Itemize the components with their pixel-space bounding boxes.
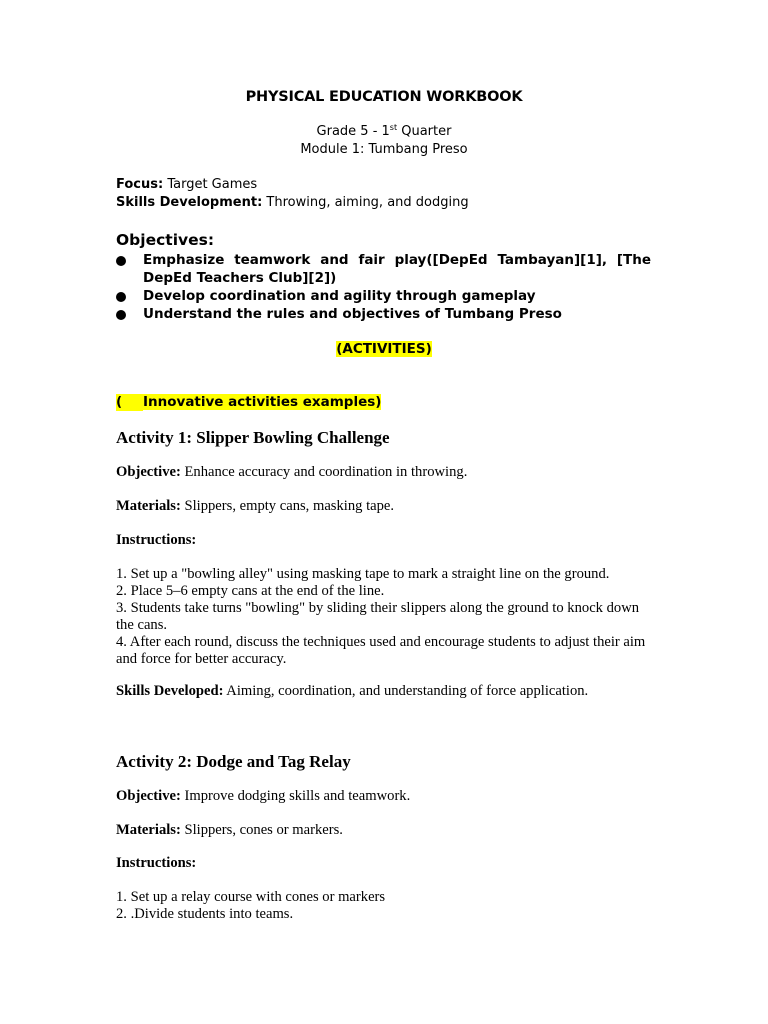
focus-line — [116, 177, 257, 192]
materials-text: Slippers, empty cans, masking tape. — [180, 498, 395, 514]
activity2-instructions-label — [116, 855, 656, 872]
materials-label: Materials: — [116, 822, 181, 838]
bullet-icon — [116, 256, 126, 266]
bullet-icon — [116, 292, 126, 302]
grade-sup: st — [389, 123, 398, 132]
focus-value: Target Games — [163, 177, 258, 192]
instructions-label: Instructions: — [116, 532, 197, 548]
objective-text: Enhance accuracy and coordination in throwing. — [180, 464, 468, 480]
grade-suffix: Quarter — [397, 124, 452, 139]
step: 1. Set up a "bowling alley" using masking tape to mark a straight line on the ground. — [116, 566, 610, 582]
activity2-materials — [116, 822, 656, 839]
objectives-heading: Objectives: — [116, 231, 215, 249]
objective-label: Objective: — [116, 464, 181, 480]
activity2-objective — [116, 788, 656, 805]
innovative-paren: ( — [116, 394, 143, 411]
activities-label-wrap — [0, 341, 768, 357]
activity2-steps — [116, 889, 656, 923]
skills-line — [116, 195, 469, 210]
activities-label: (ACTIVITIES) — [336, 341, 432, 357]
bullet-icon — [116, 310, 126, 320]
step: 3. Students take turns "bowling" by sliding their slippers along the ground to knock down the cans. — [116, 600, 640, 633]
materials-label: Materials: — [116, 498, 181, 514]
step: 1. Set up a relay course with cones or markers — [116, 889, 386, 905]
materials-text: Slippers, cones or markers. — [180, 822, 343, 838]
grade-line — [0, 124, 768, 139]
step: 2. Place 5–6 empty cans at the end of the line. — [116, 583, 385, 599]
objective-text: Develop coordination and agility through gameplay — [143, 288, 536, 304]
activity1-materials — [116, 498, 656, 515]
focus-label: Focus: — [116, 177, 164, 192]
objective-text: Emphasize teamwork and fair play([DepEd Tambayan][1], [The DepEd Teachers Club][2]) — [143, 252, 651, 286]
module-line: Module 1: Tumbang Preso — [300, 142, 468, 157]
objective-item — [116, 251, 651, 287]
activity1-objective — [116, 464, 656, 481]
objective-item — [116, 287, 651, 305]
instructions-label: Instructions: — [116, 855, 197, 871]
innovative-text: Innovative activities examples) — [143, 394, 382, 410]
activity1-skills — [116, 683, 656, 700]
activity2-title: Activity 2: Dodge and Tag Relay — [116, 752, 351, 771]
skills-developed-label: Skills Developed: — [116, 683, 224, 699]
grade-prefix: Grade 5 - 1 — [316, 124, 390, 139]
step: 2. .Divide students into teams. — [116, 906, 294, 922]
innovative-line — [116, 394, 381, 411]
page-title: PHYSICAL EDUCATION WORKBOOK — [245, 89, 523, 105]
objective-label: Objective: — [116, 788, 181, 804]
objective-item — [116, 305, 651, 323]
objective-text: Understand the rules and objectives of Tumbang Preso — [143, 306, 562, 322]
activity1-steps — [116, 566, 656, 668]
skills-developed-text: Aiming, coordination, and understanding of force application. — [223, 683, 589, 699]
activity1-instructions-label — [116, 532, 656, 549]
skills-label: Skills Development: — [116, 195, 263, 210]
objective-text: Improve dodging skills and teamwork. — [180, 788, 411, 804]
activity1-title: Activity 1: Slipper Bowling Challenge — [116, 428, 390, 447]
step: 4. After each round, discuss the techniques used and encourage students to adjust their aim and force for better accuracy. — [116, 634, 646, 667]
skills-value: Throwing, aiming, and dodging — [262, 195, 469, 210]
